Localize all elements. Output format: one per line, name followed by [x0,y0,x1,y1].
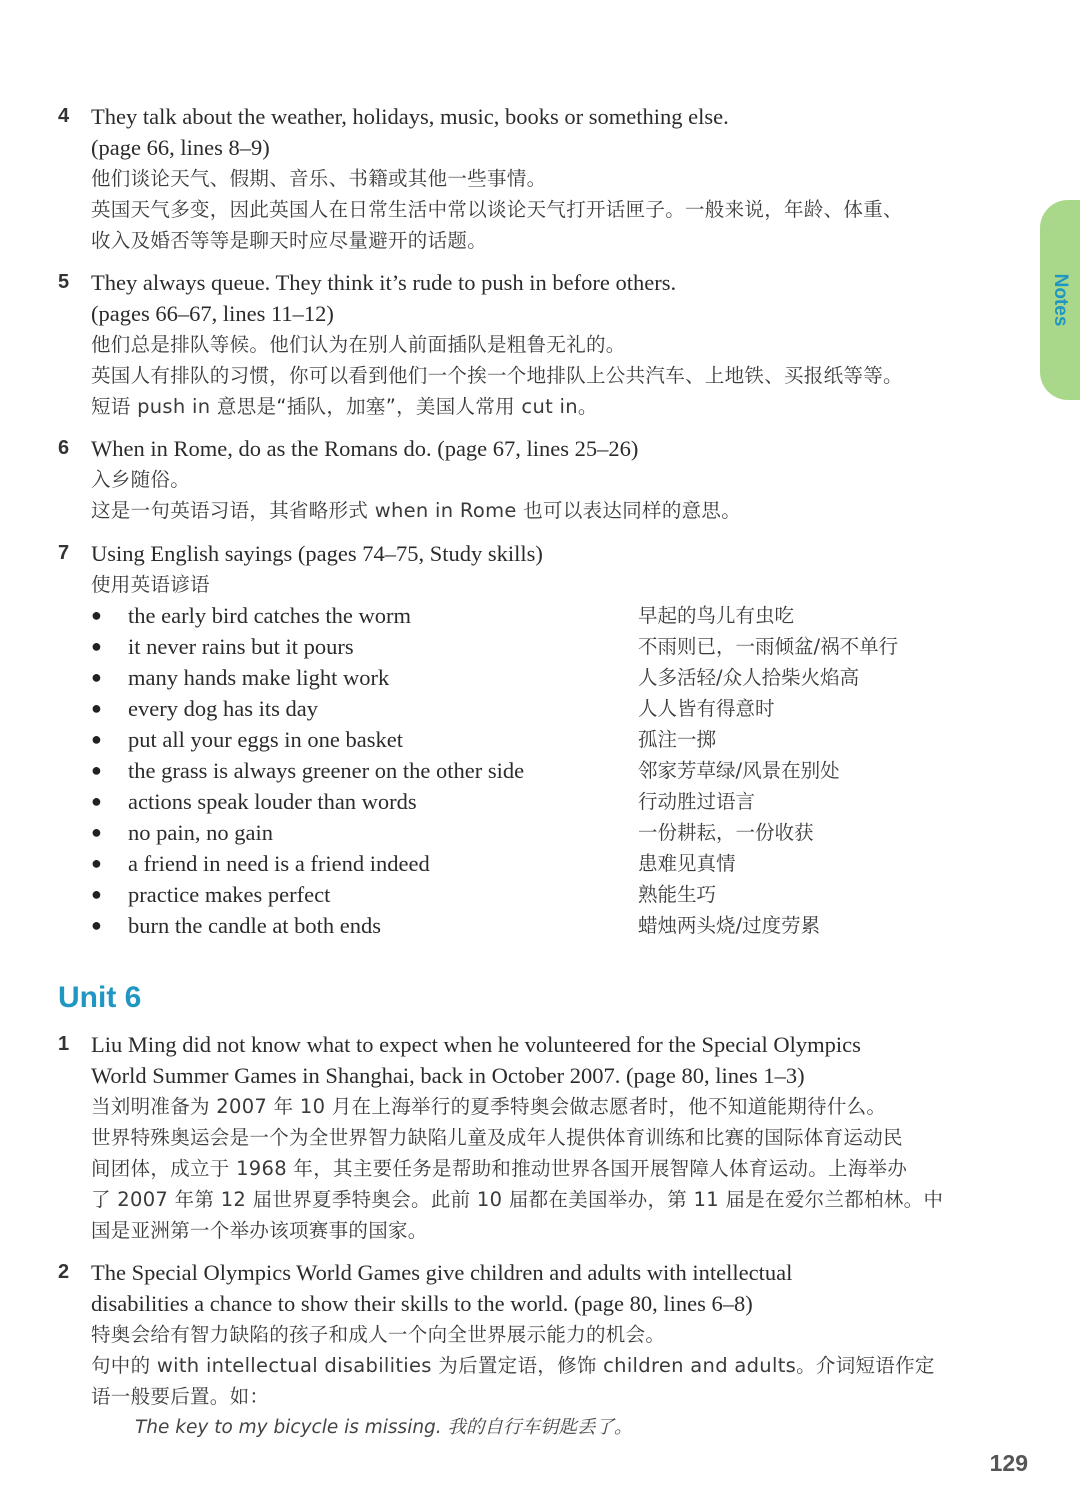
saying-english: the grass is always greener on the other side [128,758,525,783]
english-sentence: World Summer Games in Shanghai, back in October 2007. (page 80, lines 1–3) [91,1063,805,1088]
english-sentence: The Special Olympics World Games give children and adults with intellectual [91,1260,793,1285]
item-number: 6 [58,437,70,459]
unit-heading: Unit 6 [58,981,142,1014]
saying-english: many hands make light work [128,665,390,690]
unit6-note-item-1 [58,1029,1038,1246]
bullet-icon: ● [91,884,102,904]
english-sentence: Liu Ming did not know what to expect when he volunteered for the Special Olympics [91,1032,861,1057]
saying-row [91,724,1036,755]
example-sentence: The key to my bicycle is missing. 我的自行车钥匙丢了。 [135,1417,633,1438]
notes-tab-label: Notes [1050,273,1071,327]
bullet-icon: ● [91,791,102,811]
saying-english: actions speak louder than words [128,789,417,814]
bullet-icon: ● [91,915,102,935]
page-number: 129 [989,1450,1028,1476]
bullet-icon: ● [91,729,102,749]
chinese-note: 了 2007 年第 12 届世界夏季特奥会。此前 10 届都在美国举办，第 11 届是在爱尔兰都柏林。中 [91,1188,944,1211]
chinese-translation: 当刘明准备为 2007 年 10 月在上海举行的夏季特奥会做志愿者时，他不知道能期待什么。 [91,1095,887,1118]
saying-chinese: 行动胜过语言 [638,790,756,813]
saying-chinese: 早起的鸟儿有虫吃 [638,604,795,627]
note-item-5 [58,267,1038,422]
unit6-note-item-2 [58,1257,1038,1443]
saying-row [91,879,1036,910]
chinese-note: 英国人有排队的习惯，你可以看到他们一个挨一个地排队上公共汽车、上地铁、买报纸等等。 [91,364,903,387]
english-sentence: disabilities a chance to show their skills to the world. (page 80, lines 6–8) [91,1291,753,1316]
saying-row [91,817,1036,848]
chinese-translation: 特奥会给有智力缺陷的孩子和成人一个向全世界展示能力的机会。 [91,1323,666,1346]
saying-chinese: 孤注一掷 [638,728,717,751]
saying-english: the early bird catches the worm [128,603,412,628]
saying-row [91,600,1036,631]
saying-chinese: 熟能生巧 [638,883,717,906]
saying-row [91,693,1036,724]
chinese-note: 国是亚洲第一个举办该项赛事的国家。 [91,1219,428,1242]
saying-row [91,662,1036,693]
english-sentence: They talk about the weather, holidays, music, books or something else. [91,104,729,129]
bullet-icon: ● [91,853,102,873]
chinese-note: 短语 push in 意思是“插队，加塞”，美国人常用 cut in。 [91,395,598,418]
note-item-6 [58,433,1038,526]
saying-english: every dog has its day [128,696,318,721]
saying-english: no pain, no gain [128,820,273,845]
note-item-7 [58,538,1038,941]
bullet-icon: ● [91,667,102,687]
bullet-icon: ● [91,636,102,656]
saying-chinese: 人人皆有得意时 [638,697,775,720]
note-item-4 [58,101,1038,256]
saying-row [91,848,1036,879]
saying-english: it never rains but it pours [128,634,354,659]
saying-row [91,755,1036,786]
bullet-icon: ● [91,698,102,718]
item-number: 5 [58,271,70,293]
chinese-translation: 他们谈论天气、假期、音乐、书籍或其他一些事情。 [91,167,547,190]
english-sentence: When in Rome, do as the Romans do. (page 67, lines 25–26) [91,436,639,461]
item-number: 7 [58,542,70,564]
saying-english: a friend in need is a friend indeed [128,851,430,876]
chinese-note: 句中的 with intellectual disabilities 为后置定语，修饰 children and adults。介词短语作定 [91,1354,935,1377]
item-number: 2 [58,1261,70,1283]
english-sentence: They always queue. They think it’s rude to push in before others. [91,270,677,295]
page-reference: (page 66, lines 8–9) [91,135,270,160]
saying-row [91,786,1036,817]
notes-side-tab [1040,200,1080,400]
saying-chinese: 蜡烛两头烧/过度劳累 [638,914,821,937]
page-reference: (pages 66–67, lines 11–12) [91,301,334,326]
english-sentence: Using English sayings (pages 74–75, Study skills) [91,541,543,566]
saying-row [91,910,1036,941]
chinese-note: 间团体，成立于 1968 年，其主要任务是帮助和推动世界各国开展智障人体育运动。上海举办 [91,1157,908,1180]
chinese-translation: 他们总是排队等候。他们认为在别人前面插队是粗鲁无礼的。 [91,333,626,356]
saying-english: burn the candle at both ends [128,913,382,938]
saying-english: put all your eggs in one basket [128,727,403,752]
chinese-note: 世界特殊奥运会是一个为全世界智力缺陷儿童及成年人提供体育训练和比赛的国际体育运动民 [91,1126,903,1149]
saying-row [91,631,1036,662]
bullet-icon: ● [91,605,102,625]
saying-chinese: 一份耕耘，一份收获 [638,821,814,844]
saying-chinese: 患难见真情 [638,852,736,875]
chinese-note: 收入及婚否等等是聊天时应尽量避开的话题。 [91,229,488,252]
chinese-translation: 使用英语谚语 [91,573,210,596]
item-number: 4 [58,105,70,127]
saying-chinese: 人多活轻/众人拾柴火焰高 [638,666,860,689]
chinese-note: 英国天气多变，因此英国人在日常生活中常以谈论天气打开话匣子。一般来说，年龄、体重、 [91,198,903,221]
bullet-icon: ● [91,822,102,842]
saying-chinese: 邻家芳草绿/风景在别处 [638,759,840,782]
chinese-note: 语一般要后置。如： [91,1385,270,1408]
chinese-translation: 入乡随俗。 [91,468,191,491]
item-number: 1 [58,1033,70,1055]
bullet-icon: ● [91,760,102,780]
sayings-list [91,600,1036,941]
saying-chinese: 不雨则已，一雨倾盆/祸不单行 [638,635,899,658]
chinese-note: 这是一句英语习语，其省略形式 when in Rome 也可以表达同样的意思。 [91,499,742,522]
saying-english: practice makes perfect [128,882,331,907]
